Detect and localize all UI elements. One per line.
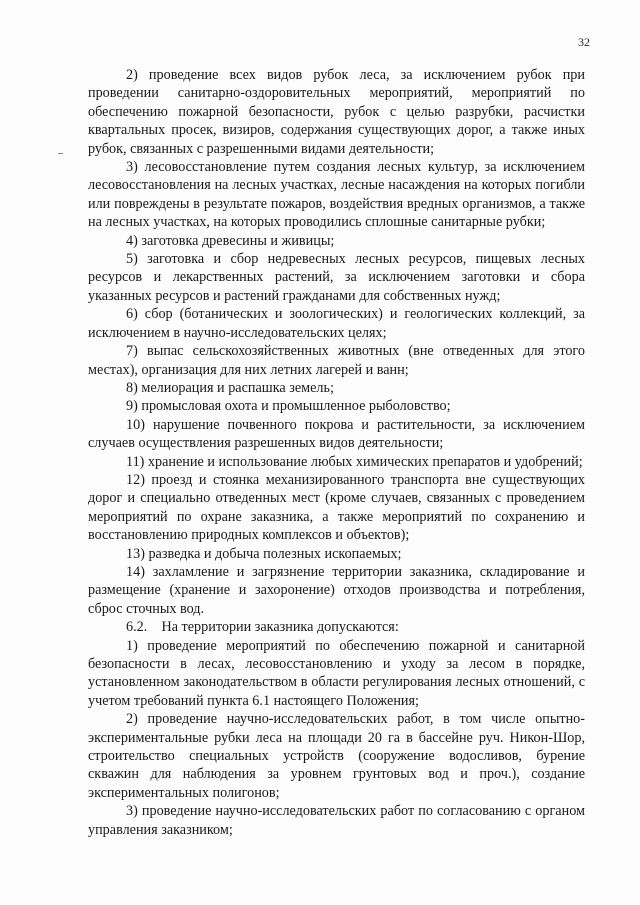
allowed-item-1: 1) проведение мероприятий по обеспечению пожарной и санитарной безопасности в лесах, лесовосстановлению и уходу за лесом в порядке, установленном законодательством в области регулирования лесных отношений, с учетом требований пункта 6.1 настоящего Положения;: [88, 637, 585, 709]
paragraph-item-12: 12) проезд и стоянка механизированного транспорта вне существующих дорог и специально отведенных мест (кроме случаев, связанных с проведением мероприятий по охране заказника, а также мероприятий по сохранению и восстановлению природных комплексов и объектов);: [88, 471, 585, 544]
allowed-item-2: 2) проведение научно-исследовательских работ, в том числе опытно-экспериментальные рубки леса на площади 20 га в бассейне руч. Никон-Шор, строительство специальных устройств (сооружение водосливов, бурение скважин для наблюдения за уровнем грунтовых вод и проч.), создание экспериментальных полигонов;: [88, 711, 585, 801]
paragraph-item-14: 14) захламление и загрязнение территории заказника, складирование и размещение (хранение и захоронение) отходов производства и потребления, сброс сточных вод.: [88, 563, 585, 617]
page-number: 32: [578, 35, 590, 49]
paragraph-item-5: 5) заготовка и сбор недревесных лесных ресурсов, пищевых лесных ресурсов и лекарственных растений, за исключением заготовки и сбора указанных ресурсов и растений гражданами для собственных нужд;: [88, 251, 585, 304]
paragraph-item-11: 11) хранение и использование любых химических препаратов и удобрений;: [126, 453, 583, 470]
paragraph-item-3: 3) лесовосстановление путем создания лесных культур, за исключением лесовосстановления на лесных участках, лесные насаждения на которых погибли или повреждены в результате пожаров, воздействия вредных организмов, а также на лесных участках, на которых проводились сплошные санитарные рубки;: [88, 159, 585, 231]
paragraph-item-4: 4) заготовка древесины и живицы;: [126, 232, 335, 249]
paragraph-item-2: 2) проведение всех видов рубок леса, за исключением рубок при проведении санитарно-оздоровительных мероприятий, мероприятий по обеспечению пожарной безопасности, рубок с целью разрубки, расчистки квартальных просек, визиров, содержания существующих дорог, а также иных рубок, связанных с разрешенными видами деятельности;: [88, 67, 585, 157]
document-body: [88, 66, 585, 839]
paragraph-item-6: 6) сбор (ботанических и зоологических) и геологических коллекций, за исключением в научно-исследовательских целях;: [88, 306, 585, 341]
paragraph-item-8: 8) мелиорация и распашка земель;: [126, 379, 334, 396]
paragraph-item-10: 10) нарушение почвенного покрова и растительности, за исключением случаев осуществления разрешенных видов деятельности;: [88, 416, 585, 452]
paragraph-item-13: 13) разведка и добыча полезных ископаемых;: [126, 545, 402, 562]
section-heading-6-2: 6.2. На территории заказника допускаются:: [126, 619, 399, 636]
scan-mark: [58, 153, 63, 154]
paragraph-item-7: 7) выпас сельскохозяйственных животных (вне отведенных для этого местах), организация для них летних лагерей и ванн;: [88, 343, 585, 378]
paragraph-item-9: 9) промысловая охота и промышленное рыболовство;: [126, 398, 451, 415]
allowed-item-3: 3) проведение научно-исследовательских работ по согласованию с органом управления заказником;: [88, 803, 585, 838]
